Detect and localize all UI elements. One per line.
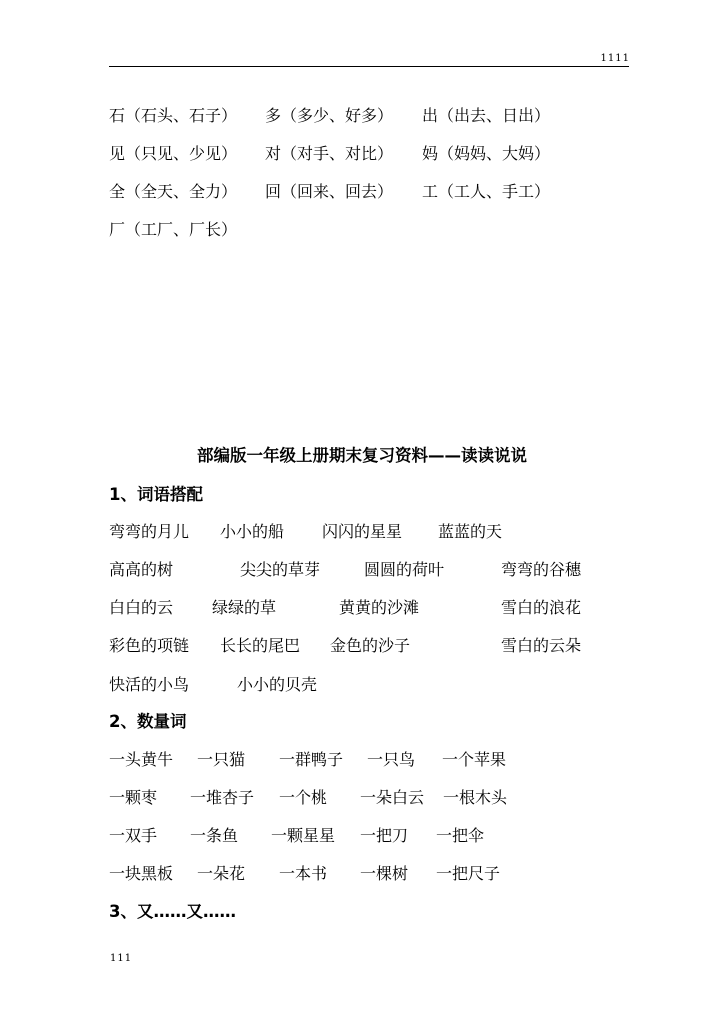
measure-word-row [0, 861, 724, 887]
character-row [0, 179, 724, 205]
character-entry: 工（工人、手工） [422, 182, 551, 201]
phrase: 尖尖的草芽 [240, 560, 321, 579]
phrase: 黄黄的沙滩 [339, 598, 420, 617]
phrase-row [0, 519, 724, 545]
phrase: 长长的尾巴 [220, 636, 301, 655]
character-entry: 见（只见、少见） [109, 144, 238, 163]
measure-word: 一双手 [109, 826, 158, 845]
phrase: 蓝蓝的天 [438, 522, 503, 541]
measure-word: 一把伞 [436, 826, 485, 845]
footer-page-number: 111 [110, 953, 133, 964]
page-title: 部编版一年级上册期末复习资料——读读说说 [197, 446, 527, 465]
phrase: 弯弯的月儿 [109, 522, 190, 541]
measure-word: 一根木头 [443, 788, 508, 807]
phrase: 金色的沙子 [330, 636, 411, 655]
measure-word: 一颗枣 [109, 788, 158, 807]
measure-word-row [0, 785, 724, 811]
measure-word-row [0, 823, 724, 849]
phrase: 闪闪的星星 [322, 522, 403, 541]
phrase: 雪白的浪花 [501, 598, 582, 617]
measure-word: 一只猫 [197, 750, 246, 769]
character-entry: 全（全天、全力） [109, 182, 238, 201]
character-entry: 多（多少、好多） [265, 106, 394, 125]
section-heading: 3、又……又…… [109, 902, 236, 921]
character-row [0, 141, 724, 167]
measure-word: 一头黄牛 [109, 750, 174, 769]
phrase: 小小的船 [220, 522, 285, 541]
phrase: 小小的贝壳 [237, 675, 318, 694]
measure-word: 一把尺子 [436, 864, 501, 883]
phrase: 雪白的云朵 [501, 636, 582, 655]
measure-word: 一颗星星 [271, 826, 336, 845]
phrase: 快活的小鸟 [109, 675, 190, 694]
phrase: 高高的树 [109, 560, 174, 579]
phrase-row [0, 595, 724, 621]
character-entry: 石（石头、石子） [109, 106, 238, 125]
phrase: 弯弯的谷穗 [501, 560, 582, 579]
section-heading: 1、词语搭配 [109, 485, 203, 504]
phrase: 白白的云 [109, 598, 174, 617]
measure-word: 一棵树 [360, 864, 409, 883]
measure-word: 一个桃 [279, 788, 328, 807]
measure-word: 一块黑板 [109, 864, 174, 883]
measure-word: 一堆杏子 [190, 788, 255, 807]
phrase: 圆圆的荷叶 [364, 560, 445, 579]
section-heading: 2、数量词 [109, 712, 187, 731]
measure-word: 一朵白云 [360, 788, 425, 807]
measure-word: 一本书 [279, 864, 328, 883]
phrase: 绿绿的草 [212, 598, 277, 617]
character-entry: 妈（妈妈、大妈） [422, 144, 551, 163]
measure-word: 一群鸭子 [279, 750, 344, 769]
phrase-row [0, 557, 724, 583]
measure-word: 一个苹果 [442, 750, 507, 769]
character-entry: 出（出去、日出） [422, 106, 551, 125]
character-entry: 回（回来、回去） [265, 182, 394, 201]
measure-word-row [0, 747, 724, 773]
phrase-row [0, 633, 724, 659]
header-page-number: 1111 [600, 53, 630, 64]
character-row [0, 217, 724, 243]
character-entry: 对（对手、对比） [265, 144, 394, 163]
character-entry: 厂（工厂、厂长） [109, 220, 238, 239]
measure-word: 一条鱼 [190, 826, 239, 845]
measure-word: 一朵花 [197, 864, 246, 883]
measure-word: 一只鸟 [367, 750, 416, 769]
character-row [0, 103, 724, 129]
phrase-row [0, 672, 724, 698]
header-rule [109, 66, 629, 67]
phrase: 彩色的项链 [109, 636, 190, 655]
measure-word: 一把刀 [360, 826, 409, 845]
